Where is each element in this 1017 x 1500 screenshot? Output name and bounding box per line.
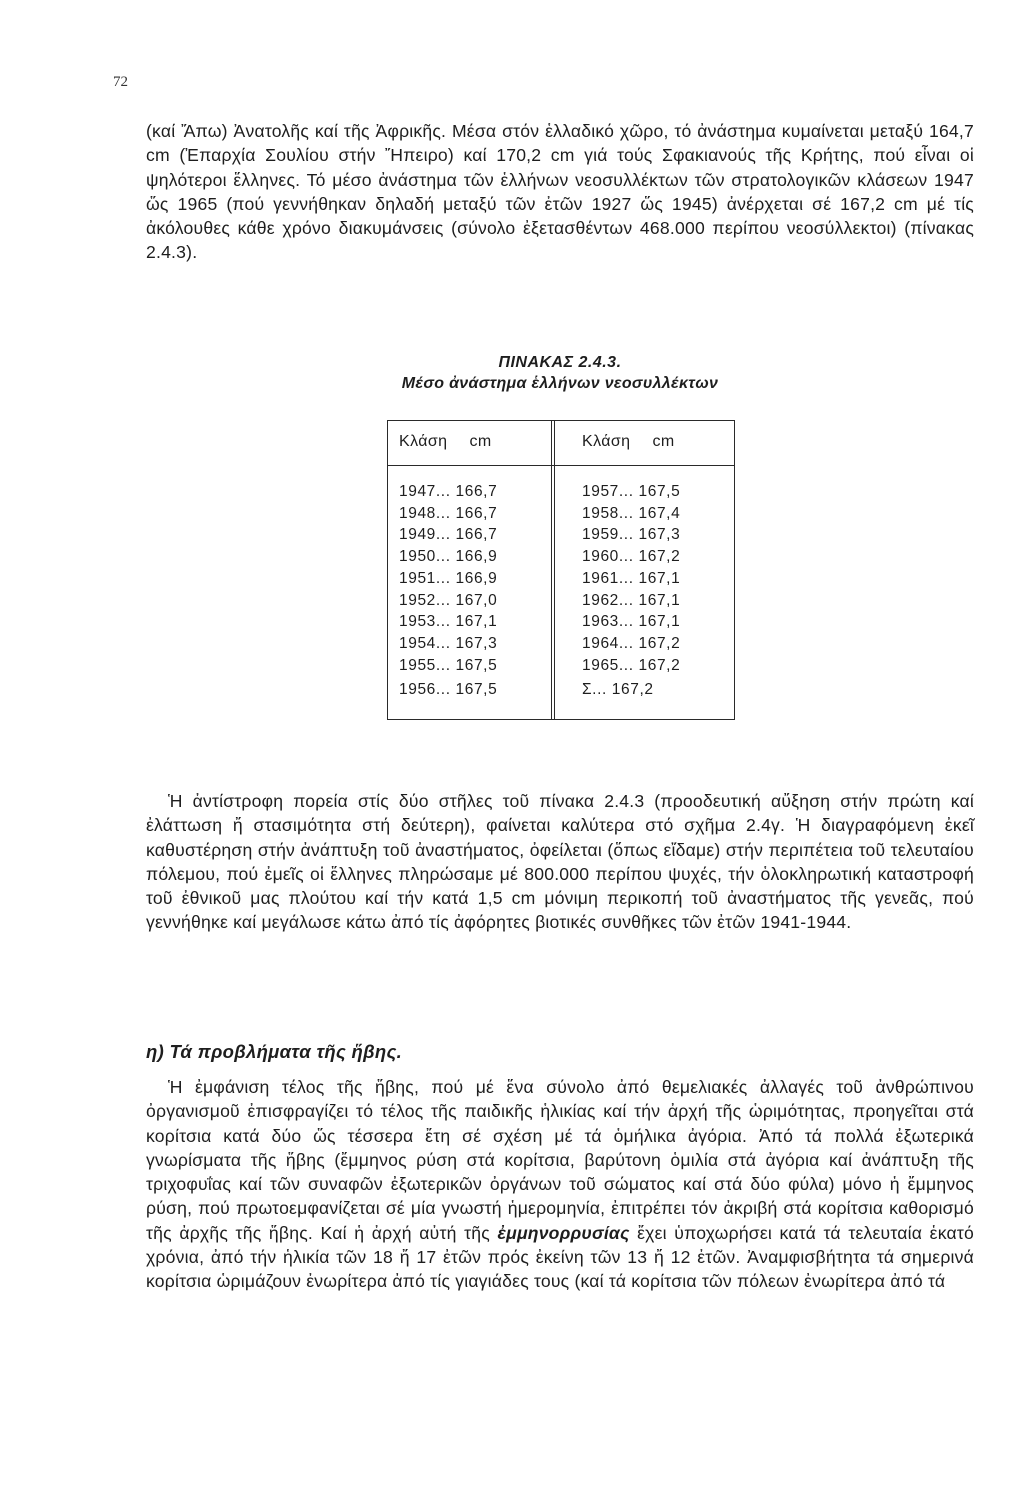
table-row: 1957... 167,5 <box>582 483 681 500</box>
table-center-divider-b <box>554 420 555 720</box>
table-row: 1951... 166,9 <box>399 569 498 587</box>
table-rows-left <box>399 481 497 701</box>
table-row: 1965... 167,2 <box>582 656 681 674</box>
table-subtitle: Μέσο ἀνάστημα ἑλλήνων νεοσυλλέκτων <box>401 375 719 392</box>
table-row: 1964... 167,2 <box>582 634 681 652</box>
table-title: ΠΙΝΑΚΑΣ 2.4.3. <box>498 354 622 371</box>
table-border-bottom <box>387 719 735 720</box>
table-row: 1963... 167,1 <box>582 613 681 631</box>
middle-paragraph <box>146 789 974 935</box>
final-paragraph <box>146 1075 974 1294</box>
table-header-divider <box>387 465 735 466</box>
table-row: 1955... 167,5 <box>399 656 498 674</box>
intro-paragraph <box>146 119 974 265</box>
table-row: 1947... 166,7 <box>399 483 498 500</box>
table-row: 1961... 167,1 <box>582 569 681 587</box>
table-row-total: Σ... 167,2 <box>582 681 654 699</box>
header-unit-label: cm <box>469 433 492 450</box>
table-row: 1954... 167,3 <box>399 634 498 652</box>
table-header-left <box>399 433 492 451</box>
table-center-divider-a <box>551 420 552 720</box>
page-number: 72 <box>113 74 128 90</box>
intro-paragraph-text: (καί Ἄπω) Ἀνατολῆς καί τῆς Ἀφρικῆς. Μέσα στόν ἑλλαδικό χῶρο, τό ἀνάστημα κυμαίνεται μεταξύ 164,7 cm (Ἐπαρχία Σουλίου στήν Ἤπειρο) καί 170,2 cm γιά τούς Σφακιανούς τῆς Κρήτης, πού εἶναι οἱ ψηλότεροι ἕλληνες. Τό μέσο ἀνάστημα τῶν ἑλλήνων νεοσυλλέκτων τῶν στρατολογικῶν κλάσεων 1947 ὥς 1965 (πού γεννήθηκαν δηλαδή μεταξύ τῶν ἐτῶν 1927 ὥς 1945) ἀνέρχεται σέ 167,2 cm μέ τίς ἀκόλουθες κάθε χρόνο διακυμάνσεις (σύνολο ἐξετασθέντων 468.000 περίπου νεοσύλλεκτοι) (πίνακας 2.4.3). <box>146 121 974 263</box>
table-row: 1960... 167,2 <box>582 548 681 566</box>
header-unit-label: cm <box>652 433 675 450</box>
table-rows-right <box>582 481 680 701</box>
header-class-label: Κλάση <box>582 433 631 450</box>
section-heading: η) Τά προβλήματα τῆς ἥβης. <box>146 1041 403 1062</box>
emphasized-term: ἐμμηνορρυσίας <box>497 1222 630 1243</box>
table-row: 1956... 167,5 <box>399 681 498 699</box>
stature-table <box>387 420 735 720</box>
table-row: 1958... 167,4 <box>582 504 681 522</box>
table-row: 1953... 167,1 <box>399 613 498 631</box>
table-border-top <box>387 420 735 421</box>
table-row: 1948... 166,7 <box>399 504 498 522</box>
table-row: 1952... 167,0 <box>399 591 498 609</box>
table-row: 1949... 166,7 <box>399 526 498 544</box>
final-paragraph-text-before: Ἡ ἐμφάνιση τέλος τῆς ἥβης, πού μέ ἕνα σύνολο ἀπό θεμελιακές ἀλλαγές τοῦ ἀνθρώπινου ὀργανισμοῦ ἐπισφραγίζει τό τέλος τῆς παιδικῆς ἡλικίας καί τήν ἀρχή τῆς ὡριμότητας, προηγεῖται στά κορίτσια κατά δύο ὥς τέσσερα ἔτη σέ σχέση μέ τά ὁμήλικα ἀγόρια. Ἀπό τά πολλά ἐξωτερικά γνωρίσματα τῆς ἥβης (ἔμμηνος ρύση στά κορίτσια, βαρύτονη ὁμιλία στά ἀγόρια καί ἀνάπτυξη τῆς τριχοφυΐας καί τῶν συναφῶν ἐξωτερικῶν ὀργάνων τοῦ σώματος καί στά δύο φύλα) μόνο ἡ ἔμμηνος ρύση, πού πρωτοεμφανίζεται σέ μία γνωστή ἡμερομηνία, ἐπιτρέπει τόν ἀκριβή στά κορίτσια καθορισμό τῆς ἀρχῆς τῆς ἥβης. Καί ἡ ἀρχή αὐτή τῆς <box>146 1077 974 1243</box>
table-row: 1962... 167,1 <box>582 591 681 609</box>
final-paragraph-text-after: ἔχει ὑποχωρήσει κατά τά τελευταία ἑκατό χρόνια, ἀπό τήν ἡλικία τῶν 18 ἤ 17 ἐτῶν πρός ἐκείνη τῶν 13 ἤ 12 ἐτῶν. Ἀναμφισβήτητα τά σημερινά κορίτσια ὡριμάζουν ἐνωρίτερα ἀπό τίς γιαγιάδες τους (καί τά κορίτσια τῶν πόλεων ἐνωρίτερα ἀπό τά <box>146 1222 974 1292</box>
table-row: 1959... 167,3 <box>582 526 681 544</box>
middle-paragraph-text: Ἡ ἀντίστροφη πορεία στίς δύο στῆλες τοῦ πίνακα 2.4.3 (προοδευτική αὔξηση στήν πρώτη καί ἐλάττωση ἤ στασιμότητα στή δεύτερη), φαίνεται καλύτερα στό σχῆμα 2.4γ. Ἡ διαγραφόμενη ἐκεῖ καθυστέρηση στήν ἀνάπτυξη τοῦ ἀναστήματος, ὀφείλεται (ὅπως εἴδαμε) στήν περιπέτεια τοῦ τελευταίου πόλεμου, πού ἐμεῖς οἱ ἕλληνες πληρώσαμε μέ 800.000 περίπου ψυχές, τήν ὁλοκληρωτική καταστροφή τοῦ ἐθνικοῦ μας πλούτου καί τήν κατά 1,5 cm μόνιμη περικοπή τοῦ ἀναστήματος τῆς γενεᾶς, πού γεννήθηκε καί μεγάλωσε κάτω ἀπό τίς ἀφόρητες βιοτικές συνθῆκες τῶν ἐτῶν 1941-1944. <box>146 791 974 933</box>
table-row: 1950... 166,9 <box>399 548 498 566</box>
header-class-label: Κλάση <box>399 433 448 450</box>
table-header-right <box>582 433 675 451</box>
